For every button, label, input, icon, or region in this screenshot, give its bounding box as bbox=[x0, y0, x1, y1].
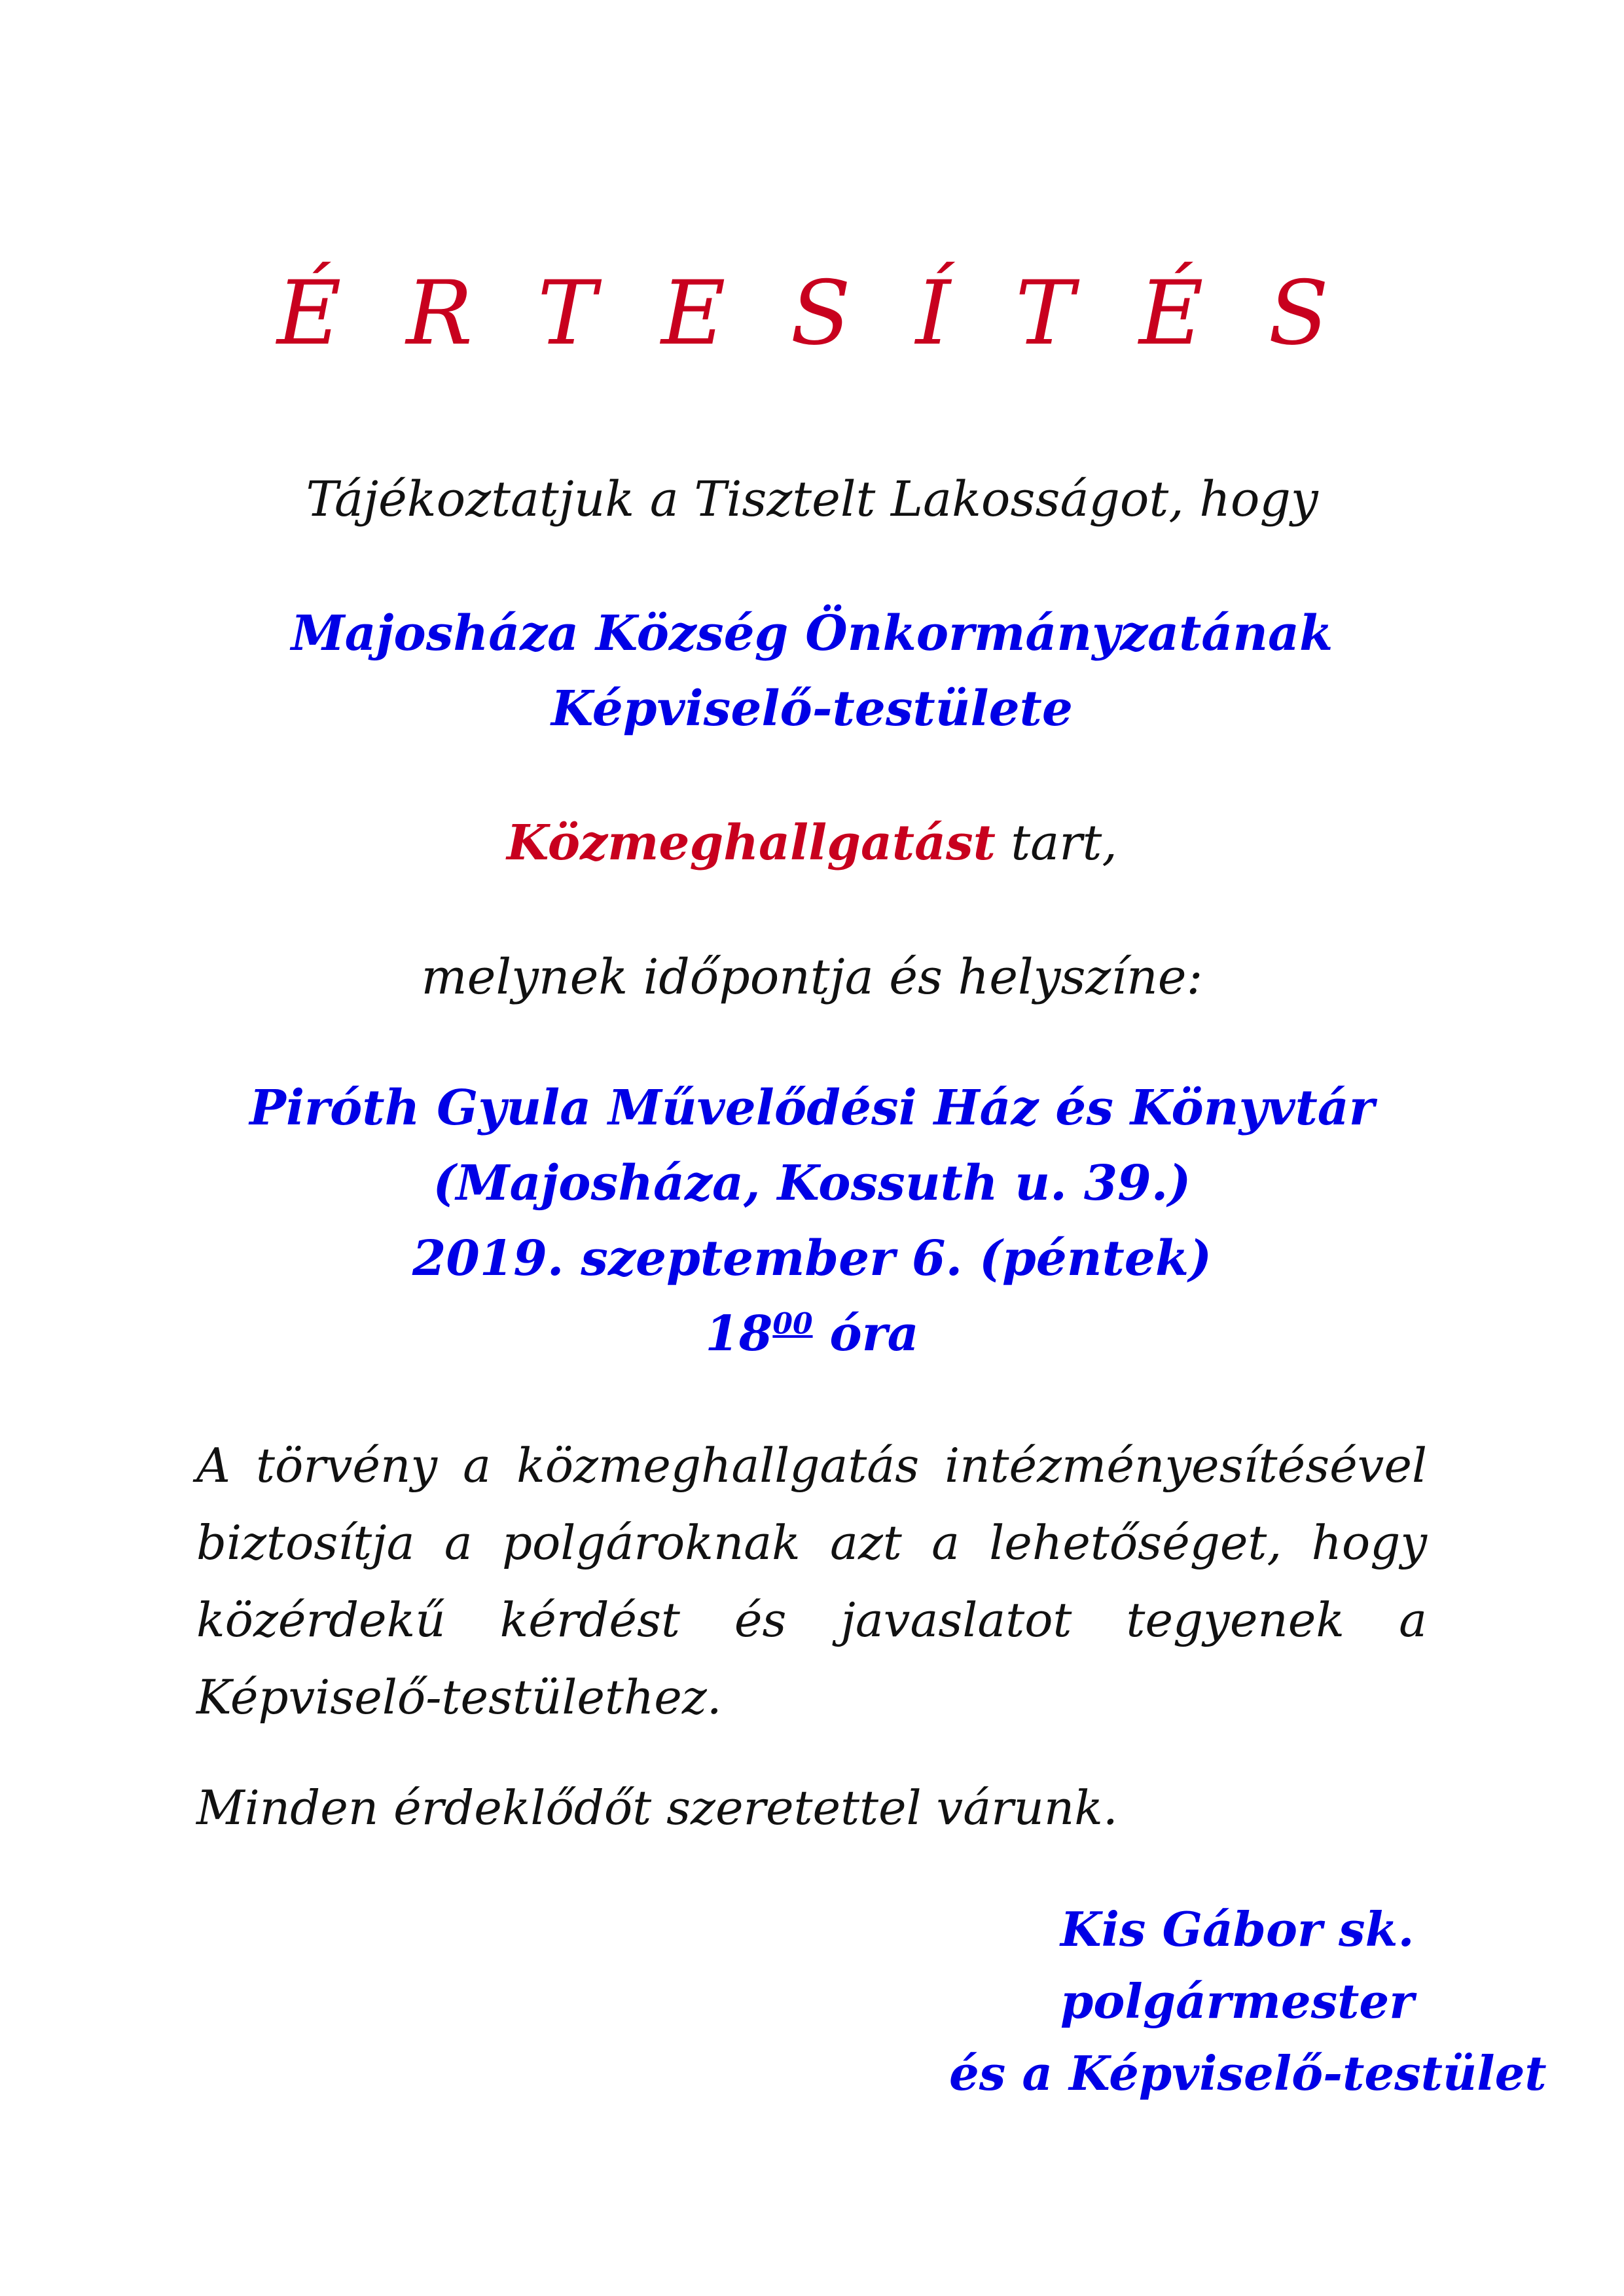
event-time bbox=[0, 1306, 1624, 1362]
when-intro: melynek időpontja és helyszíne: bbox=[421, 949, 1203, 1005]
signature-role: polgármester bbox=[1060, 1973, 1415, 2029]
event-line bbox=[0, 815, 1624, 871]
venue-address: (Majosháza, Kossuth u. 39.) bbox=[433, 1155, 1191, 1211]
signature-body: és a Képviselő-testület bbox=[949, 2045, 1547, 2101]
organization-line-1: Majosháza Község Önkormányzatának bbox=[291, 605, 1333, 662]
event-rest: tart, bbox=[995, 815, 1117, 871]
event-minutes: 00 bbox=[772, 1307, 813, 1341]
signature-name: Kis Gábor sk. bbox=[1060, 1901, 1415, 1957]
closing-text: Minden érdeklődőt szeretettel várunk. bbox=[196, 1780, 1118, 1835]
body-paragraph: A törvény a közmeghallgatás intézményesítésével biztosítja a polgároknak azt a lehetőséget, hogy közérdekű kérdést és javaslatot tegyenek a Képviselő-testülethez. bbox=[196, 1438, 1427, 1725]
event-time-unit: óra bbox=[812, 1306, 919, 1362]
venue-name: Piróth Gyula Művelődési Ház és Könyvtár bbox=[249, 1080, 1375, 1136]
notice-title: É R T E S Í T É S bbox=[277, 262, 1347, 365]
event-date: 2019. szeptember 6. (péntek) bbox=[412, 1230, 1212, 1287]
intro-text: Tájékoztatjuk a Tisztelt Lakosságot, hogy bbox=[306, 471, 1318, 528]
event-highlight: Közmeghallgatást bbox=[507, 815, 996, 871]
organization-line-2: Képviselő-testülete bbox=[551, 681, 1073, 737]
event-hour: 18 bbox=[705, 1306, 773, 1362]
